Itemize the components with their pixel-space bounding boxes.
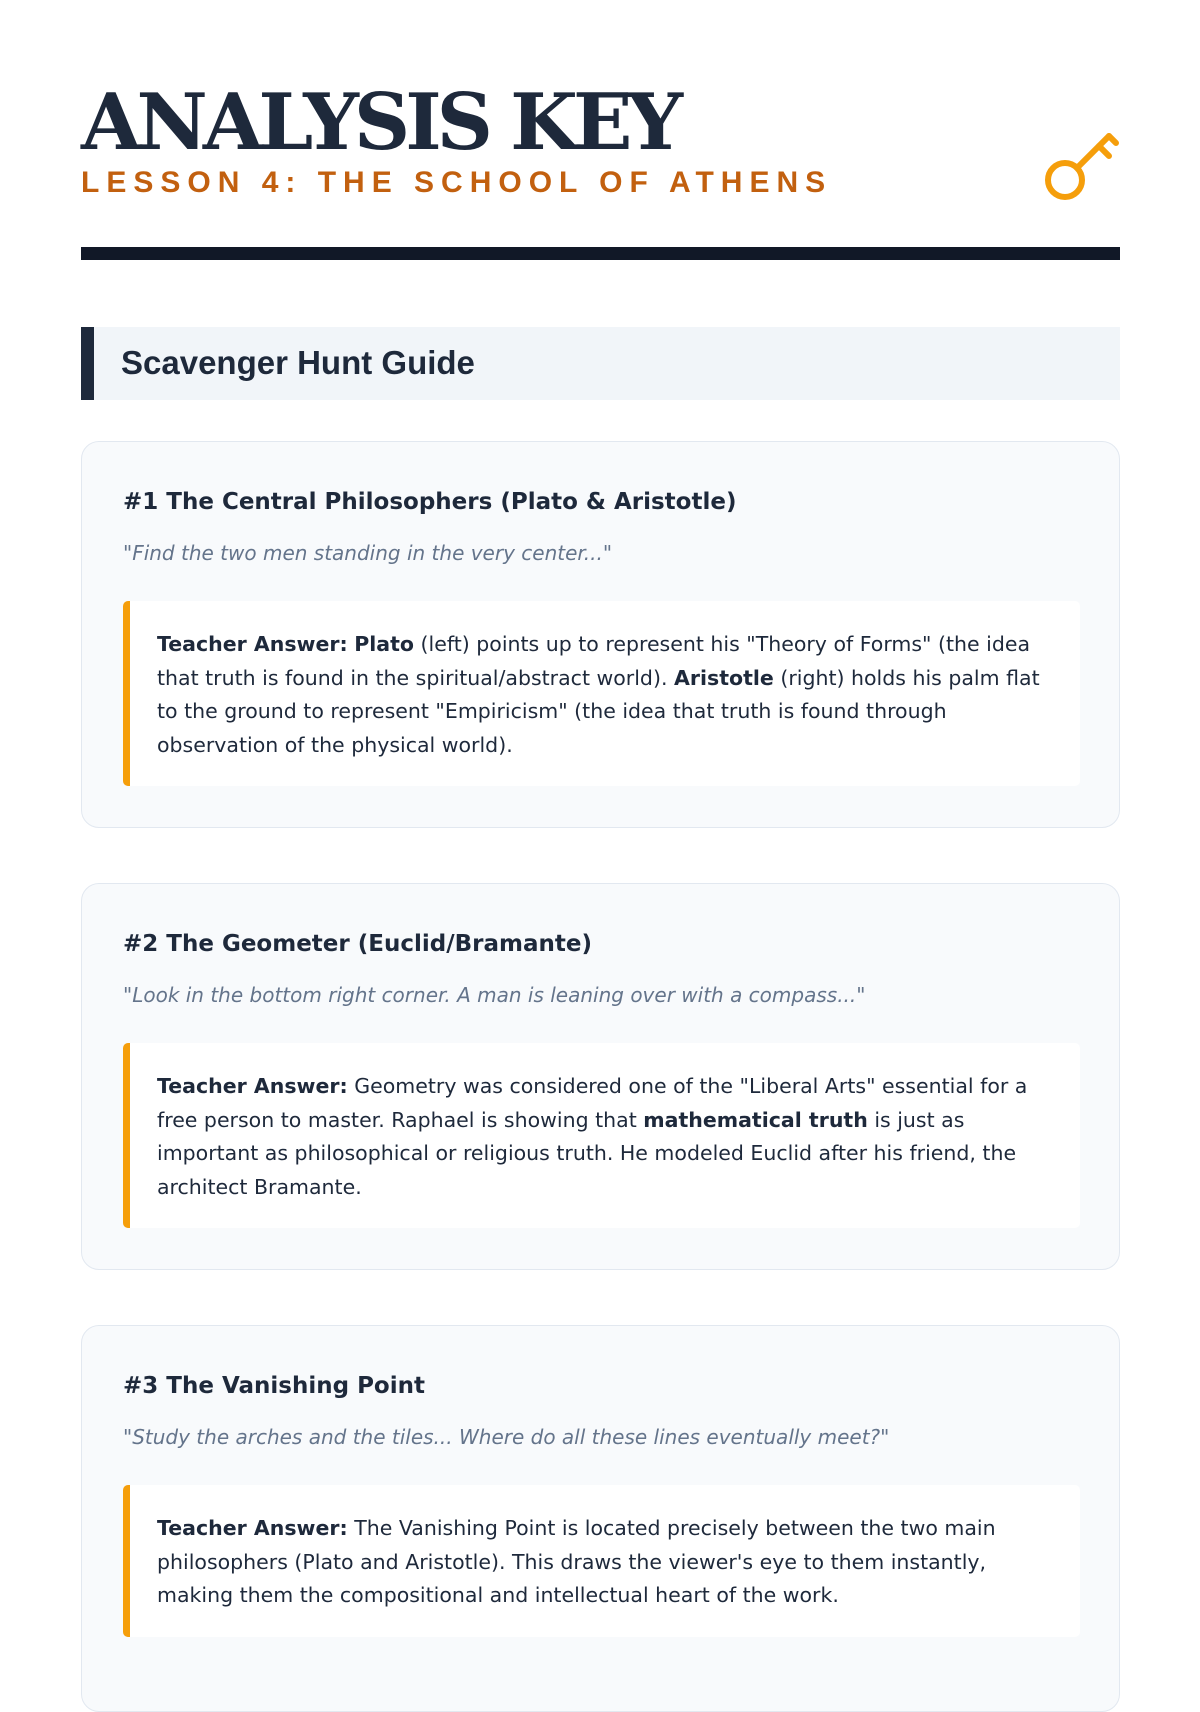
answer-term: Aristotle [673,665,774,690]
header [81,0,1120,262]
page [81,0,1120,1607]
header-divider [81,247,1120,260]
teacher-answer [123,1485,1080,1637]
section-banner [81,327,1120,400]
teacher-answer [123,601,1080,786]
page-title: ANALYSIS KEY [81,77,679,168]
clue-heading: #3 The Vanishing Point [123,1373,425,1399]
clue-prompt: "Look in the bottom right corner. A man is leaning over with a compass..." [123,983,866,1007]
clue-card-1 [81,441,1120,828]
teacher-answer [123,1043,1080,1228]
clue-card-2 [81,883,1120,1270]
answer-term: mathematical truth [643,1107,868,1132]
answer-label: Teacher Answer: [157,1516,348,1540]
clue-heading: #1 The Central Philosophers (Plato & Aristotle) [123,489,737,515]
answer-text: Geometry was considered one of the "Liberal Arts" essential for a free person to master. Raphael is showing that [157,1074,1028,1132]
clue-heading: #2 The Geometer (Euclid/Bramante) [123,931,592,957]
answer-term: Plato [354,632,415,656]
lesson-subtitle: LESSON 4: THE SCHOOL OF ATHENS [81,166,833,199]
clue-prompt: "Find the two men standing in the very center..." [123,541,613,565]
clue-prompt: "Study the arches and the tiles... Where do all these lines eventually meet?" [123,1425,890,1449]
answer-label: Teacher Answer: [157,1074,348,1098]
section-title: Scavenger Hunt Guide [121,344,475,381]
answer-text: (left) points up to represent his "Theory of Forms" (the idea that truth is found in the spiritual/abstract world). [157,632,1031,690]
key-icon [1041,124,1121,204]
answer-label: Teacher Answer: [157,632,348,656]
clue-card-3 [81,1325,1120,1712]
answer-text: (right) holds his palm flat to the ground to represent "Empiricism" (the idea that truth is found through observation of the physical world). [157,665,1040,757]
answer-text: is just as important as philosophical or religious truth. He modeled Euclid after his friend, the architect Bramante. [157,1107,1017,1199]
answer-text: The Vanishing Point is located precisely between the two main philosophers (Plato and Aristotle). This draws the viewer's eye to them instantly, making them the compositional and intellectual heart of the work. [157,1516,996,1607]
